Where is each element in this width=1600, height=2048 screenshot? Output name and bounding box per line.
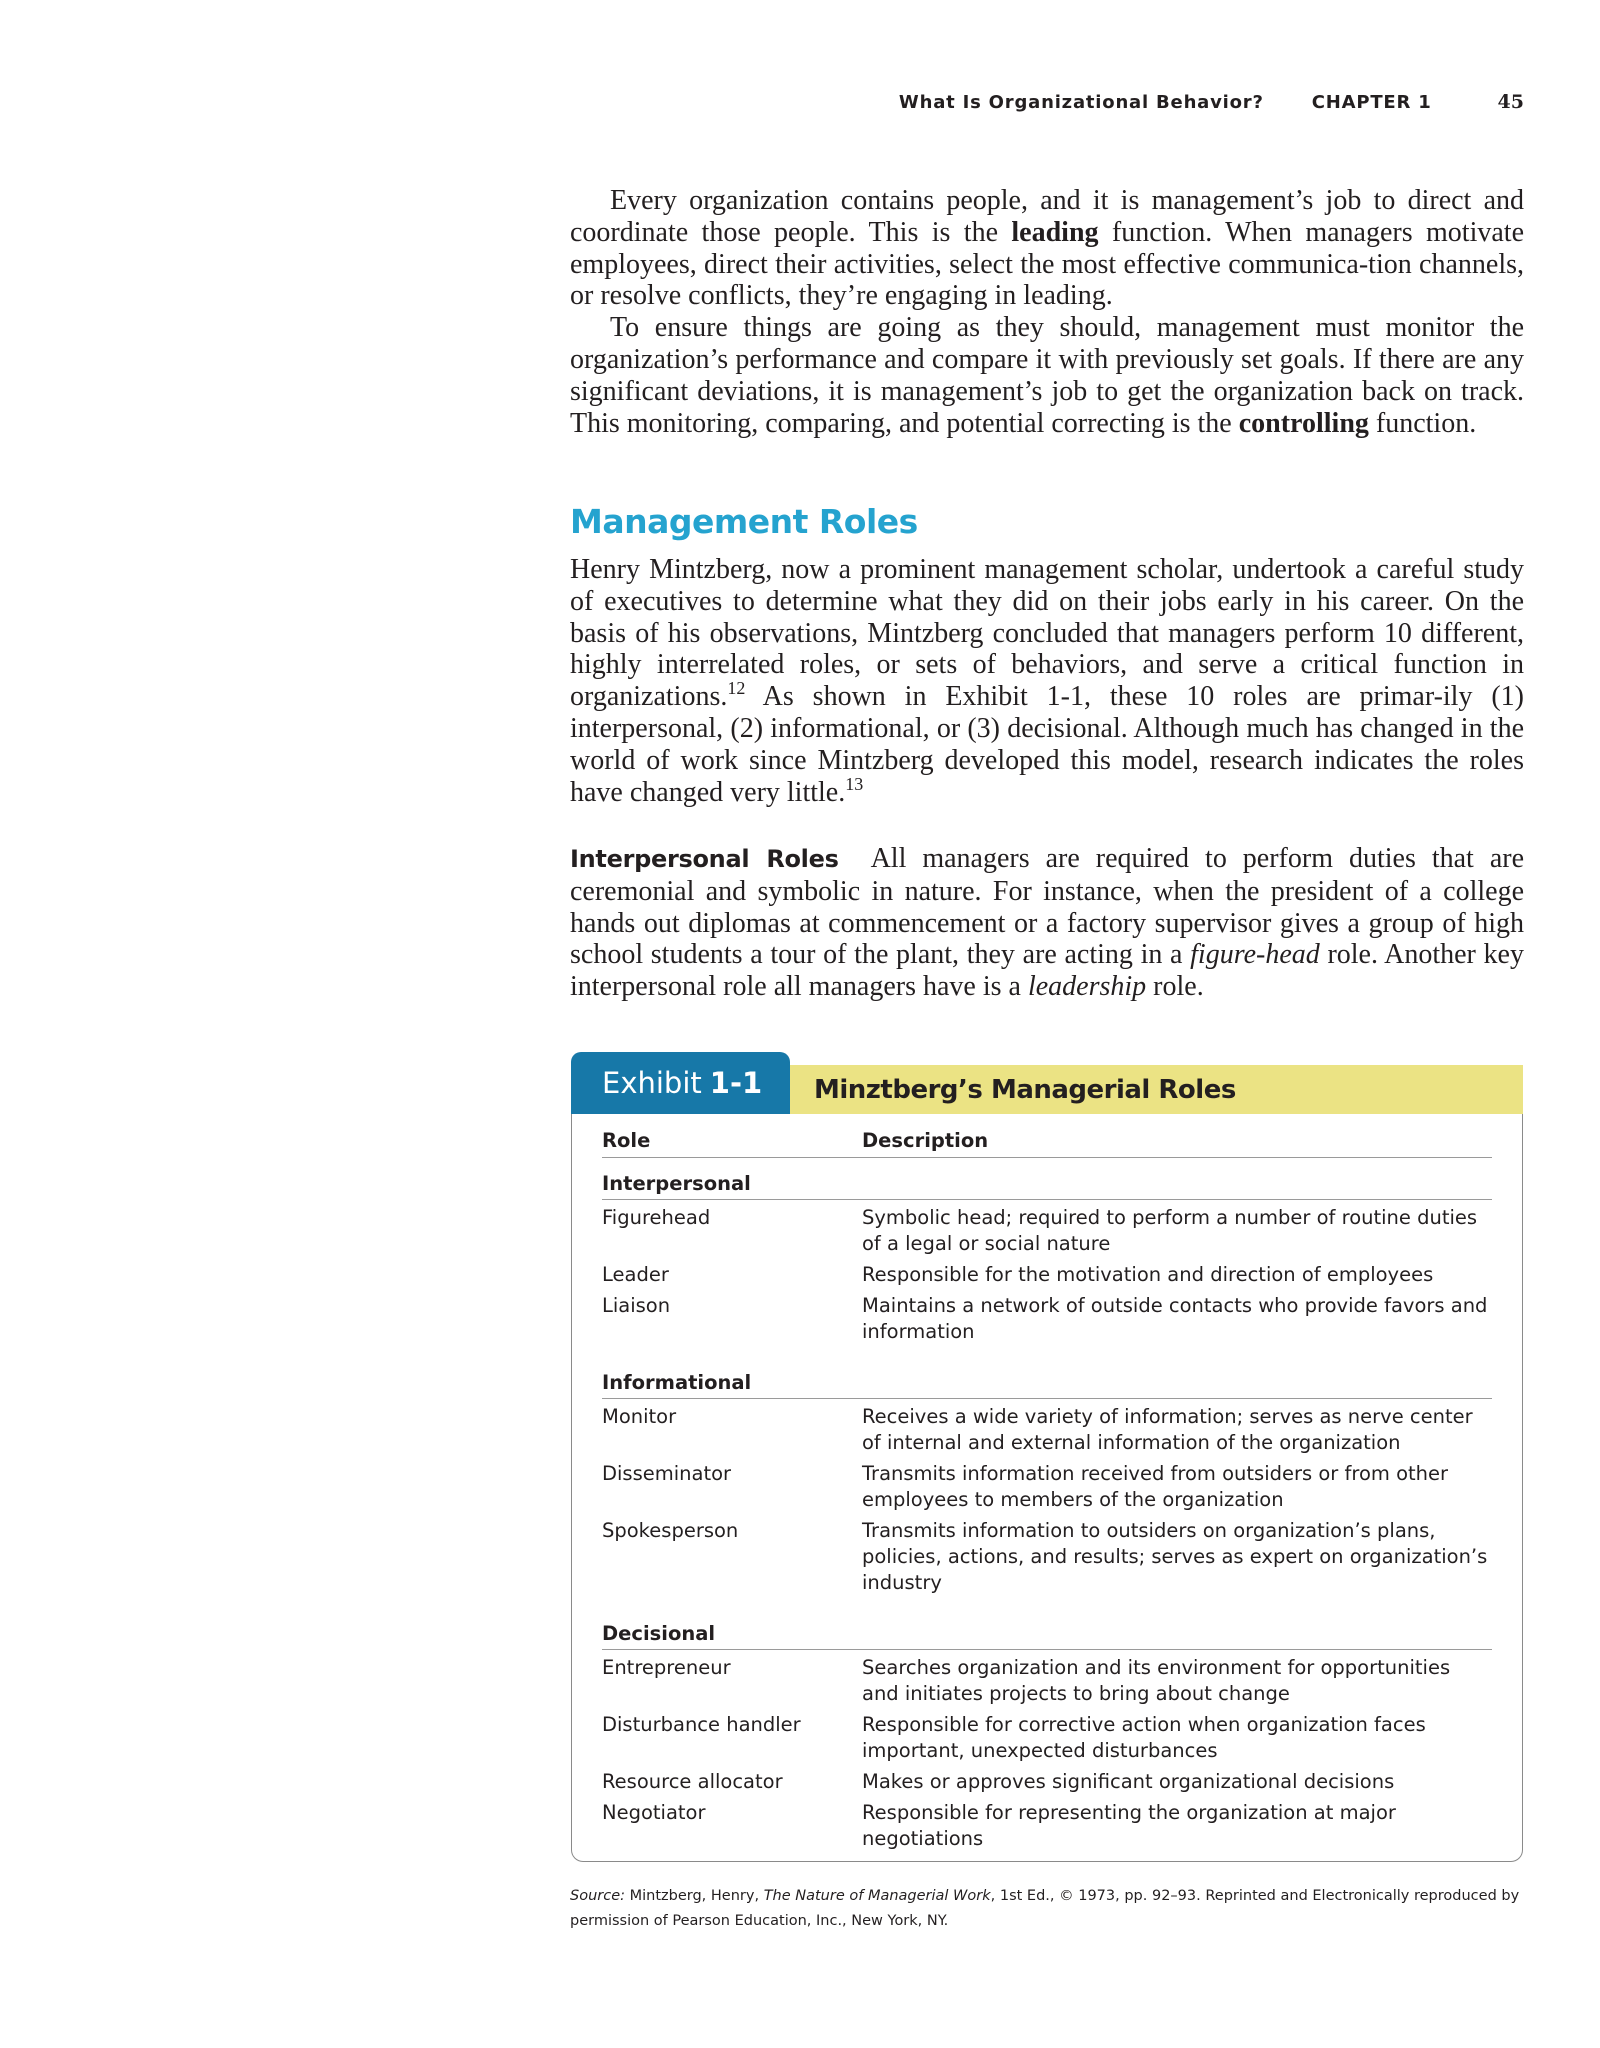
table-row: [602, 1257, 1492, 1288]
role-name: Disturbance handler: [602, 1713, 801, 1736]
table-row: [602, 1513, 1492, 1596]
table-row: [602, 1288, 1492, 1345]
text-run: Mintzberg, Henry,: [625, 1888, 764, 1904]
table-row: [602, 1650, 1492, 1707]
page-number: 45: [1497, 91, 1524, 113]
role-description: Receives a wide variety of information; serves as nerve center of internal and external information of the organization: [862, 1405, 1473, 1454]
run-in-heading: Interpersonal Roles: [570, 845, 839, 873]
group-decisional: Decisional: [602, 1608, 1492, 1650]
exhibit-title: Minztberg’s Managerial Roles: [790, 1065, 1523, 1114]
exhibit-label: Exhibit: [602, 1066, 702, 1100]
text-run: function.: [1368, 407, 1477, 439]
term-leading: leading: [1011, 216, 1099, 248]
group-interpersonal: Interpersonal: [602, 1158, 1492, 1200]
text-run: All managers are required to perform duties that are ceremonial and symbolic in nature. For instance, when the president of a college hands out diplomas at commencement or a factory supervisor gives a group of high school students a tour of the plant, they are acting in a: [570, 843, 1524, 971]
group-rows: [602, 1650, 1492, 1864]
role-name: Disseminator: [602, 1462, 732, 1485]
column-header-role: Role: [602, 1129, 651, 1152]
role-description: Searches organization and its environment for opportunities and initiates projects to bring about change: [862, 1656, 1451, 1705]
text-run: As shown in Exhibit 1-1, these 10 roles are primar-ily (1) interpersonal, (2) informational, or (3) decisional. Although much has changed in the world of work since Mintzberg developed this model, research indicates the roles have changed very little.: [570, 681, 1524, 808]
role-name: Spokesperson: [602, 1519, 739, 1542]
running-header: [570, 91, 1524, 113]
section-heading: Management Roles: [570, 502, 918, 541]
footnote-ref-13[interactable]: 13: [845, 773, 864, 794]
role-name: Liaison: [602, 1294, 671, 1317]
text-run: Henry Mintzberg, now a prominent management scholar, undertook a careful study of executives to determine what they did on their jobs early in his career. On the basis of his observations, Mintzberg concluded that managers perform 10 different, highly interrelated roles, or sets of behaviors, and serve a critical function in organizations.: [570, 554, 1524, 713]
group-informational: Informational: [602, 1357, 1492, 1399]
table-row: [602, 1795, 1492, 1852]
running-title: What Is Organizational Behavior?: [898, 92, 1264, 113]
role-description: Transmits information received from outsiders or from other employees to members of the organization: [862, 1462, 1449, 1511]
table-row: [602, 1200, 1492, 1257]
paragraph-leading: [570, 185, 1524, 312]
roles-table: [602, 1114, 1492, 1864]
table-row: [602, 1707, 1492, 1764]
term-figurehead: figure-head: [1190, 939, 1320, 971]
source-book-title: The Nature of Managerial Work: [763, 1888, 991, 1904]
role-description: Responsible for corrective action when organization faces important, unexpected disturbances: [862, 1713, 1426, 1762]
table-row: [602, 1764, 1492, 1795]
exhibit-tab: [571, 1052, 790, 1114]
term-leadership: leadership: [1027, 971, 1147, 1003]
group-rows: [602, 1399, 1492, 1608]
table-row: [602, 1399, 1492, 1456]
exhibit-1-1: [571, 1052, 1523, 1862]
role-description: Transmits information to outsiders on organization’s plans, policies, actions, and results; serves as expert on organization’s industry: [862, 1519, 1488, 1594]
exhibit-number: 1-1: [709, 1066, 763, 1100]
role-name: Negotiator: [602, 1801, 706, 1824]
role-name: Resource allocator: [602, 1770, 783, 1793]
text-run: role. Another key interpersonal role all managers have is a: [570, 939, 1524, 1003]
role-name: Figurehead: [602, 1206, 711, 1229]
text-run: Every organization contains people, and it is management’s job to direct and coordinate those people. This is the: [570, 185, 1524, 248]
role-description: Responsible for representing the organization at major negotiations: [862, 1801, 1396, 1850]
table-row: [602, 1456, 1492, 1513]
term-controlling: controlling: [1238, 407, 1369, 439]
role-description: Responsible for the motivation and direction of employees: [862, 1263, 1434, 1286]
paragraph-interpersonal: [570, 843, 1524, 1003]
role-description: Maintains a network of outside contacts who provide favors and information: [862, 1294, 1488, 1343]
footnote-ref-12[interactable]: 12: [727, 678, 746, 699]
text-run: To ensure things are going as they should, management must monitor the organization’s performance and compare it with previously set goals. If there are any significant deviations, it is management’s job to get the organization back on track. This monitoring, comparing, and potential correcting is the: [570, 312, 1524, 439]
interpersonal-roles-text: [570, 843, 1524, 1003]
table-header: [602, 1114, 1492, 1158]
role-name: Entrepreneur: [602, 1656, 731, 1679]
role-name: Leader: [602, 1263, 669, 1286]
intro-text-block: [570, 185, 1524, 439]
text-run: , 1st Ed., © 1973, pp. 92–93. Reprinted and Electronically reproduced by permission of Pearson Education, Inc., New York, NY.: [570, 1888, 1520, 1929]
column-header-description: Description: [862, 1129, 989, 1152]
text-run: function. When managers motivate employees, direct their activities, select the most effective communica-tion channels, or resolve conflicts, they’re engaging in leading.: [570, 216, 1524, 312]
role-name: Monitor: [602, 1405, 677, 1428]
management-roles-text: [570, 554, 1524, 808]
source-note: [570, 1884, 1524, 1934]
source-label: Source:: [570, 1888, 626, 1904]
chapter-label: CHAPTER 1: [1311, 92, 1432, 113]
group-rows: [602, 1200, 1492, 1357]
paragraph-mintzberg: [570, 554, 1524, 808]
paragraph-controlling: [570, 312, 1524, 439]
role-description: Makes or approves significant organizational decisions: [862, 1770, 1395, 1793]
role-description: Symbolic head; required to perform a number of routine duties of a legal or social nature: [862, 1206, 1478, 1255]
text-run: role.: [1146, 971, 1204, 1003]
